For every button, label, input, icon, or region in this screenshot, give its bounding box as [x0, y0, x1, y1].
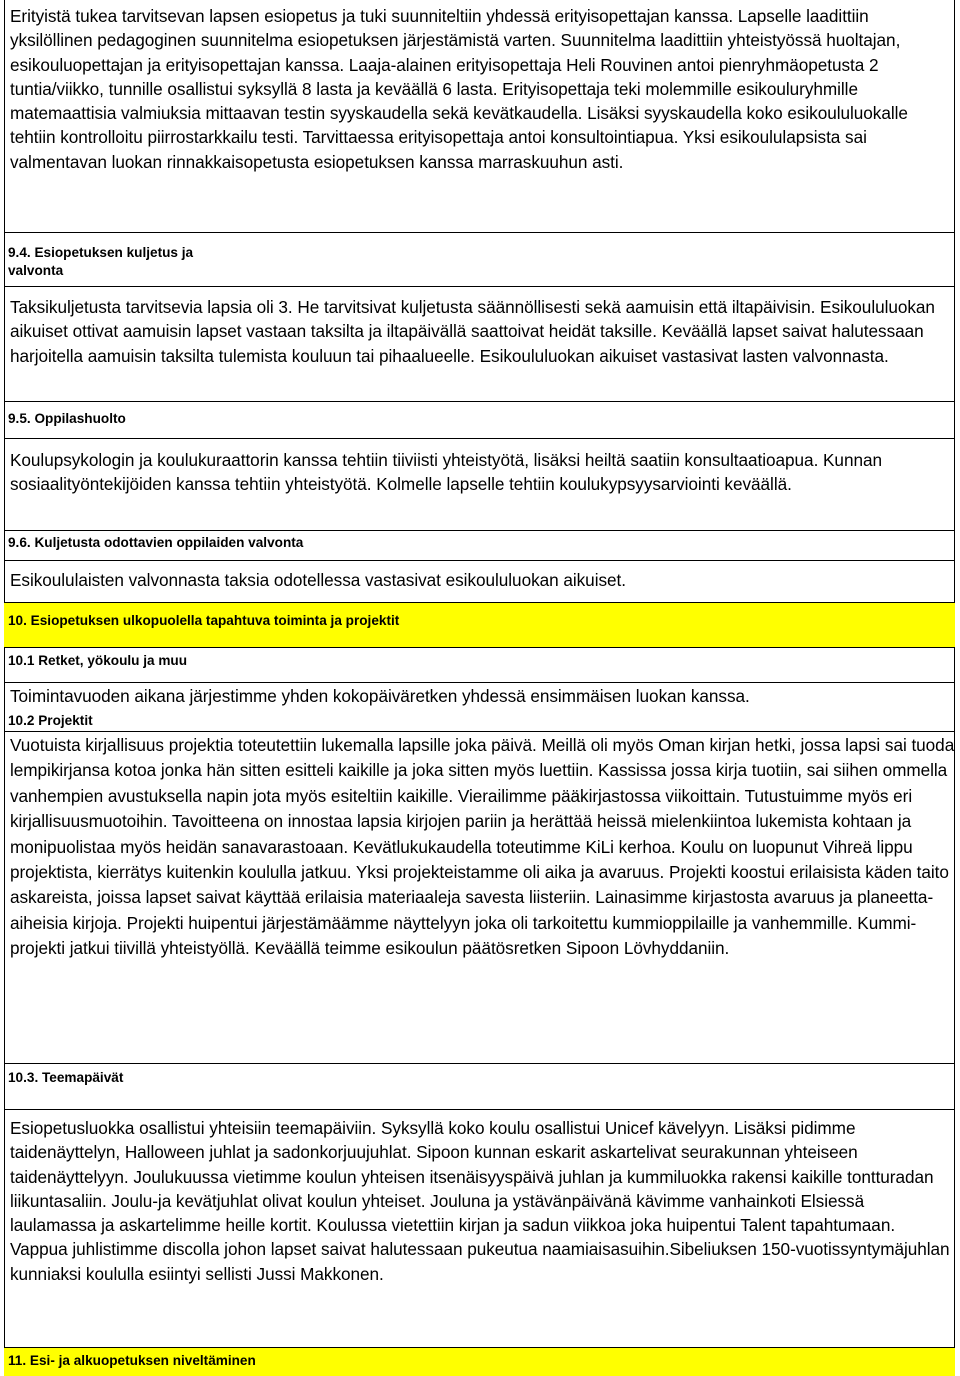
- section-9-5-text: Koulupsykologin ja koulukuraattorin kanssa tehtiin tiiviisti yhteistyötä, lisäksi heiltä saatiin konsultaatioapua. Kunnan sosiaalityöntekijöiden kanssa tehtiin yhteistyötä. Kolmelle lapselle tehtiin koulukypsyysarviointi keväällä.: [10, 450, 882, 495]
- section-9-6-heading-cell: [4, 531, 955, 561]
- section-9-6-body: [4, 561, 955, 603]
- section-10-3-heading-cell: [4, 1064, 955, 1110]
- section-9-4-body: [4, 286, 955, 402]
- section-9-4-heading: [4, 233, 955, 280]
- section-9-6-text: Esikoululaisten valvonnasta taksia odotellessa vastasivat esikoululuokan aikuiset.: [10, 570, 626, 590]
- section-10-1-heading: 10.1 Retket, yökoulu ja muu: [8, 653, 188, 668]
- section-10-3-text: Esiopetusluokka osallistui yhteisiin teemapäiviin. Syksyllä koko koulu osallistui Unicef kävelyyn. Lisäksi pidimme taidenäyttelyn, Halloween juhlat ja sadonkorjuujuhlat. Sipoon kunnan eskarit askartelivat seurakunnan yhteiseen taidenäyttelyyn. Joulukuussa vietimme koulun yhteisen itsenäisyyspäivä juhlan ja kummiluokka rakensi kaikille tontturadan liikuntasaliin. Joulu-ja kevätjuhlat olivat koulun yhteiset. Jouluna ja ystävänpäivänä kävimme vanhainkoti Elsiessä laulamassa ja askartelimme heille kortit. Koulussa vietettiin kirjan ja sadun viikkoa joka huipentui Talent tapahtumaan. Vappua juhlistimme discolla johon lapset saivat halutessaan pukeutua naamiaisasuihin.Sibeliuksen 150-vuotissyntymäjuhlan kunniaksi koululla esiintyi sellisti Jussi Makkonen.: [10, 1118, 950, 1284]
- section-11-heading-cell: [4, 1348, 955, 1376]
- section-9-5-heading: 9.5. Oppilashuolto: [8, 411, 126, 426]
- section-9-5-body: [4, 439, 955, 531]
- section-10-heading-cell: [4, 603, 955, 648]
- section-9-4-heading-line2: valvonta: [8, 263, 64, 278]
- section-10-3-heading: 10.3. Teemapäivät: [8, 1070, 124, 1085]
- section-9-4-heading-cell: [4, 233, 955, 286]
- section-9-4-heading-line1: 9.4. Esiopetuksen kuljetus ja: [8, 245, 194, 260]
- section-9-5-heading-cell: [4, 402, 955, 439]
- section-10-heading: 10. Esiopetuksen ulkopuolella tapahtuva toiminta ja projektit: [8, 613, 400, 628]
- section-9-4-text: Taksikuljetusta tarvitsevia lapsia oli 3. He tarvitsivat kuljetusta säännöllisesti sekä aamuisin että iltapäivisin. Esikoululuokan aikuiset ottivat aamuisin lapset vastaan taksilta ja iltapäivällä saattoivat heidät taksille. Keväällä lapset saivat halutessaan harjoitella aamuisin taksilta tulemista kouluun tai pihaalueelle. Esikoululuokan aikuiset vastasivat lasten valvonnasta.: [10, 297, 935, 366]
- section-10-1-heading-cell: [4, 648, 955, 682]
- section-10-3-body: [4, 1110, 955, 1348]
- section-10-2-heading: 10.2 Projektit: [8, 713, 93, 728]
- section-10-1-text: Toimintavuoden aikana järjestimme yhden kokopäiväretken yhdessä ensimmäisen luokan kanssa.: [10, 686, 750, 706]
- section-11-heading: 11. Esi- ja alkuopetuksen niveltäminen: [8, 1353, 256, 1368]
- section-10-2-heading-cell: [4, 711, 955, 733]
- section-10-2-text: Vuotuista kirjallisuus projektia toteutettiin lukemalla lapsille joka päivä. Meillä oli myös Oman kirjan hetki, jossa lapsi sai tuoda lempikirjansa kotoa jonka hän sitten esitteli kaikille ja joka sitten myös luettiin. Kassissa jossa kirja tuotiin, sai siihen ommella vanhempien avustuksella napin jota myös esiteltiin kaikille. Vierailimme pääkirjastossa viikoittain. Tutustuimme myös eri kirjallisuusmuotoihin. Tavoitteena on innostaa lapsia kirjojen pariin ja herättää heissä mielenkiintoa lukemista kohtaan ja monipuolistaa myös heidän sanavarastoaan. Kevätlukukaudella toteutimme KiLi kerhoa. Koulu on luopunut Vihreä lippu projektista, kierrätys kuitenkin koululla jatkuu. Yksi projekteistamme oli aika ja avaruus. Projekti koostui erilaisista käden taito askareista, joissa lapset saivat käyttää erilaisia materiaaleja savesta liisteriin. Lainasimme kirjastosta avaruus ja planeetta-aiheisia kirjoja. Projekti huipentui järjestämäämme näyttelyyn joka oli tarkoitettu kummioppilaille ja vanhemmille. Kummi-projekti jatkui tiivillä yhteistyöllä. Keväällä teimme esikoulun päätösretken Sipoon Lövhyddaniin.: [10, 735, 955, 959]
- section-9-6-heading: 9.6. Kuljetusta odottavien oppilaiden valvonta: [8, 535, 304, 550]
- intro-section: [4, 0, 955, 233]
- intro-paragraph: Erityistä tukea tarvitsevan lapsen esiopetus ja tuki suunniteltiin yhdessä erityisopettajan kanssa. Lapselle laadittiin yksilöllinen pedagoginen suunnitelma esiopetuksen järjestämistä varten. Suunnitelma laadittiin yhteistyössä huoltajan, esikouluopettajan ja erityisopettajan kanssa. Laaja-alainen erityisopettaja Heli Rouvinen antoi pienryhmäopetusta 2 tuntia/viikko, tunnille osallistui syksyllä 8 lasta ja keväällä 6 lasta. Erityisopettaja teki molemmille esikouluryhmille matemaattisia valmiuksia mittaavan testin syyskaudella sekä kevätkaudella. Lisäksi syyskaudella koko esikoululuokalle tehtiin kontrolloitu piirrostarkkailu testi. Tarvittaessa erityisopettaja antoi konsultointiapua. Yksi esikoululapsista sai valmentavan luokan rinnakkaisopetusta esiopetuksen kanssa marraskuuhun asti.: [10, 6, 908, 172]
- section-10-2-body: [4, 731, 955, 1064]
- section-10-1-body: [4, 682, 955, 712]
